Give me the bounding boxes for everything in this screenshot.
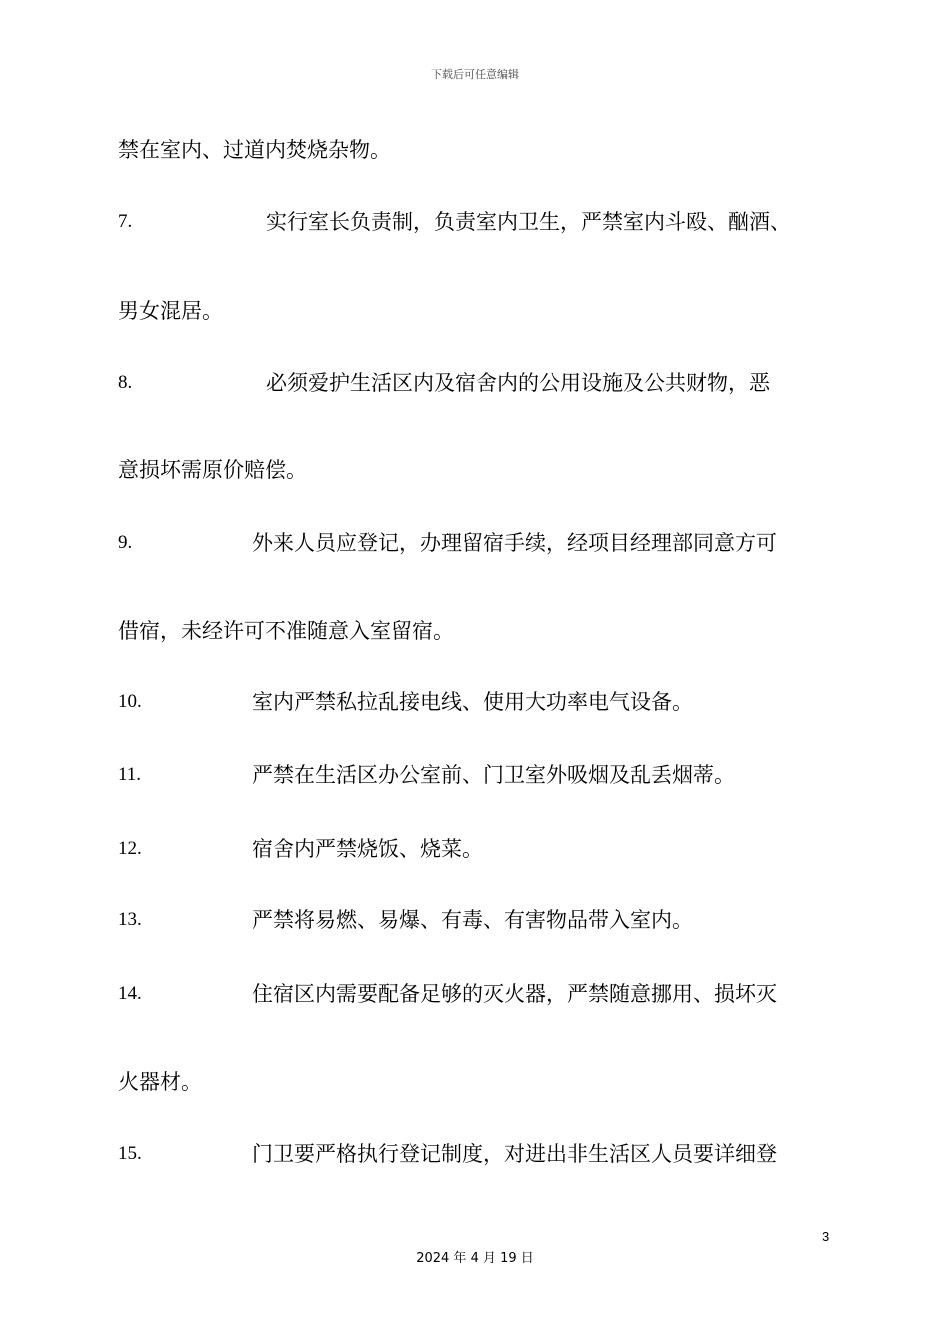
item-10-number: 10. [118,691,142,712]
item-14-continuation: 火器材。 [118,1070,202,1094]
item-7-text: 实行室长负责制，负责室内卫生，严禁室内斗殴、酗酒、 [266,210,791,234]
page-number: 3 [822,1229,830,1244]
item-15-text: 门卫要严格执行登记制度，对进出非生活区人员要详细登 [252,1142,777,1166]
item-13-number: 13. [118,909,142,930]
item-8-text: 必须爱护生活区内及宿舍内的公用设施及公共财物，恶 [266,371,770,395]
item-14-number: 14. [118,983,142,1004]
item-7-continuation: 男女混居。 [118,299,223,323]
footer-date: 2024 年 4 月 19 日 [416,1251,534,1266]
item-14-text: 住宿区内需要配备足够的灭火器，严禁随意挪用、损坏灭 [252,982,777,1006]
item-12-number: 12. [118,838,142,859]
item-9-text: 外来人员应登记，办理留宿手续，经项目经理部同意方可 [252,531,777,555]
item-10-text: 室内严禁私拉乱接电线、使用大功率电气设备。 [252,690,693,714]
item-8-continuation: 意损坏需原价赔偿。 [118,458,307,482]
page-header: 下载后可任意编辑 [431,68,519,81]
item-11-number: 11. [118,764,142,785]
item-11-text: 严禁在生活区办公室前、门卫室外吸烟及乱丢烟蒂。 [252,763,735,787]
item-9-number: 9. [118,532,133,553]
item-6-continuation: 禁在室内、过道内焚烧杂物。 [118,138,391,162]
item-9-continuation: 借宿，未经许可不准随意入室留宿。 [118,619,454,643]
item-7-number: 7. [118,211,133,232]
item-13-text: 严禁将易燃、易爆、有毒、有害物品带入室内。 [252,908,693,932]
item-12-text: 宿舍内严禁烧饭、烧菜。 [252,837,483,861]
item-15-number: 15. [118,1143,142,1164]
item-8-number: 8. [118,372,133,393]
